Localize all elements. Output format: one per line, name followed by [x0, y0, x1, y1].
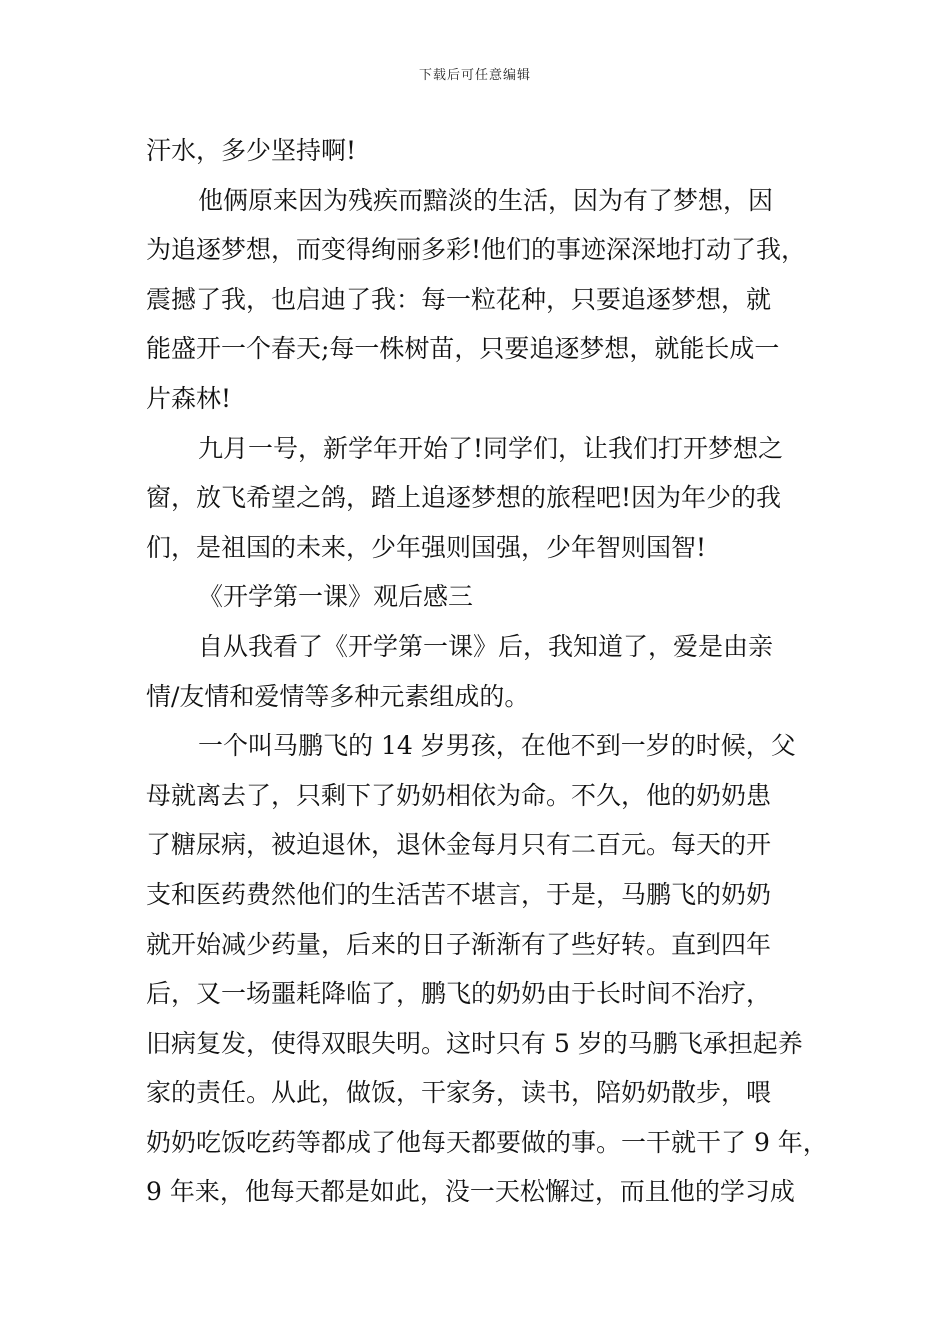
document-body: [146, 126, 836, 1217]
text-line: 能盛开一个春天;每一株树苗，只要追逐梦想，就能长成一: [146, 334, 780, 364]
text-line: 片森林!: [146, 383, 232, 413]
text-line: 他俩原来因为残疾而黯淡的生活，因为有了梦想，因: [198, 185, 774, 215]
text-line: 《开学第一课》观后感三: [198, 582, 474, 612]
text-line: 了糖尿病，被迫退休，退休金每月只有二百元。每天的开: [146, 830, 772, 860]
text-line: 窗，放飞希望之鸽，踏上追逐梦想的旅程吧!因为年少的我: [146, 483, 782, 513]
text-line: 家的责任。从此，做饭，干家务，读书，陪奶奶散步，喂: [146, 1078, 772, 1108]
text-line: 震撼了我，也启迪了我：每一粒花种，只要追逐梦想，就: [146, 284, 772, 314]
text-line: 后，又一场噩耗降临了，鹏飞的奶奶由于长时间不治疗，: [146, 979, 772, 1009]
text-line: 一个叫马鹏飞的 14 岁男孩，在他不到一岁的时候，父: [198, 731, 796, 761]
text-line: 就开始减少药量，后来的日子渐渐有了些好转。直到四年: [146, 929, 772, 959]
text-line: 为追逐梦想，而变得绚丽多彩!他们的事迹深深地打动了我，: [146, 235, 807, 265]
page-header: 下载后可任意编辑: [418, 68, 531, 83]
text-line: 奶奶吃饭吃药等都成了他每天都要做的事。一干就干了 9 年，: [146, 1127, 828, 1157]
text-line: 们，是祖国的未来，少年强则国强，少年智则国智!: [146, 532, 707, 562]
text-line: 自从我看了《开学第一课》后，我知道了，爱是由亲: [198, 631, 774, 661]
text-line: 旧病复发，使得双眼失明。这时只有 5 岁的马鹏飞承担起养: [146, 1028, 803, 1058]
text-line: 情/友情和爱情等多种元素组成的。: [146, 681, 530, 711]
text-line: 九月一号，新学年开始了!同学们，让我们打开梦想之: [198, 433, 784, 463]
text-line: 支和医药费然他们的生活苦不堪言，于是，马鹏飞的奶奶: [146, 879, 772, 909]
text-line: 母就离去了，只剩下了奶奶相依为命。不久，他的奶奶患: [146, 780, 772, 810]
text-line: 9 年来，他每天都是如此，没一天松懈过，而且他的学习成: [146, 1177, 795, 1207]
text-line: 汗水，多少坚持啊!: [146, 136, 357, 165]
